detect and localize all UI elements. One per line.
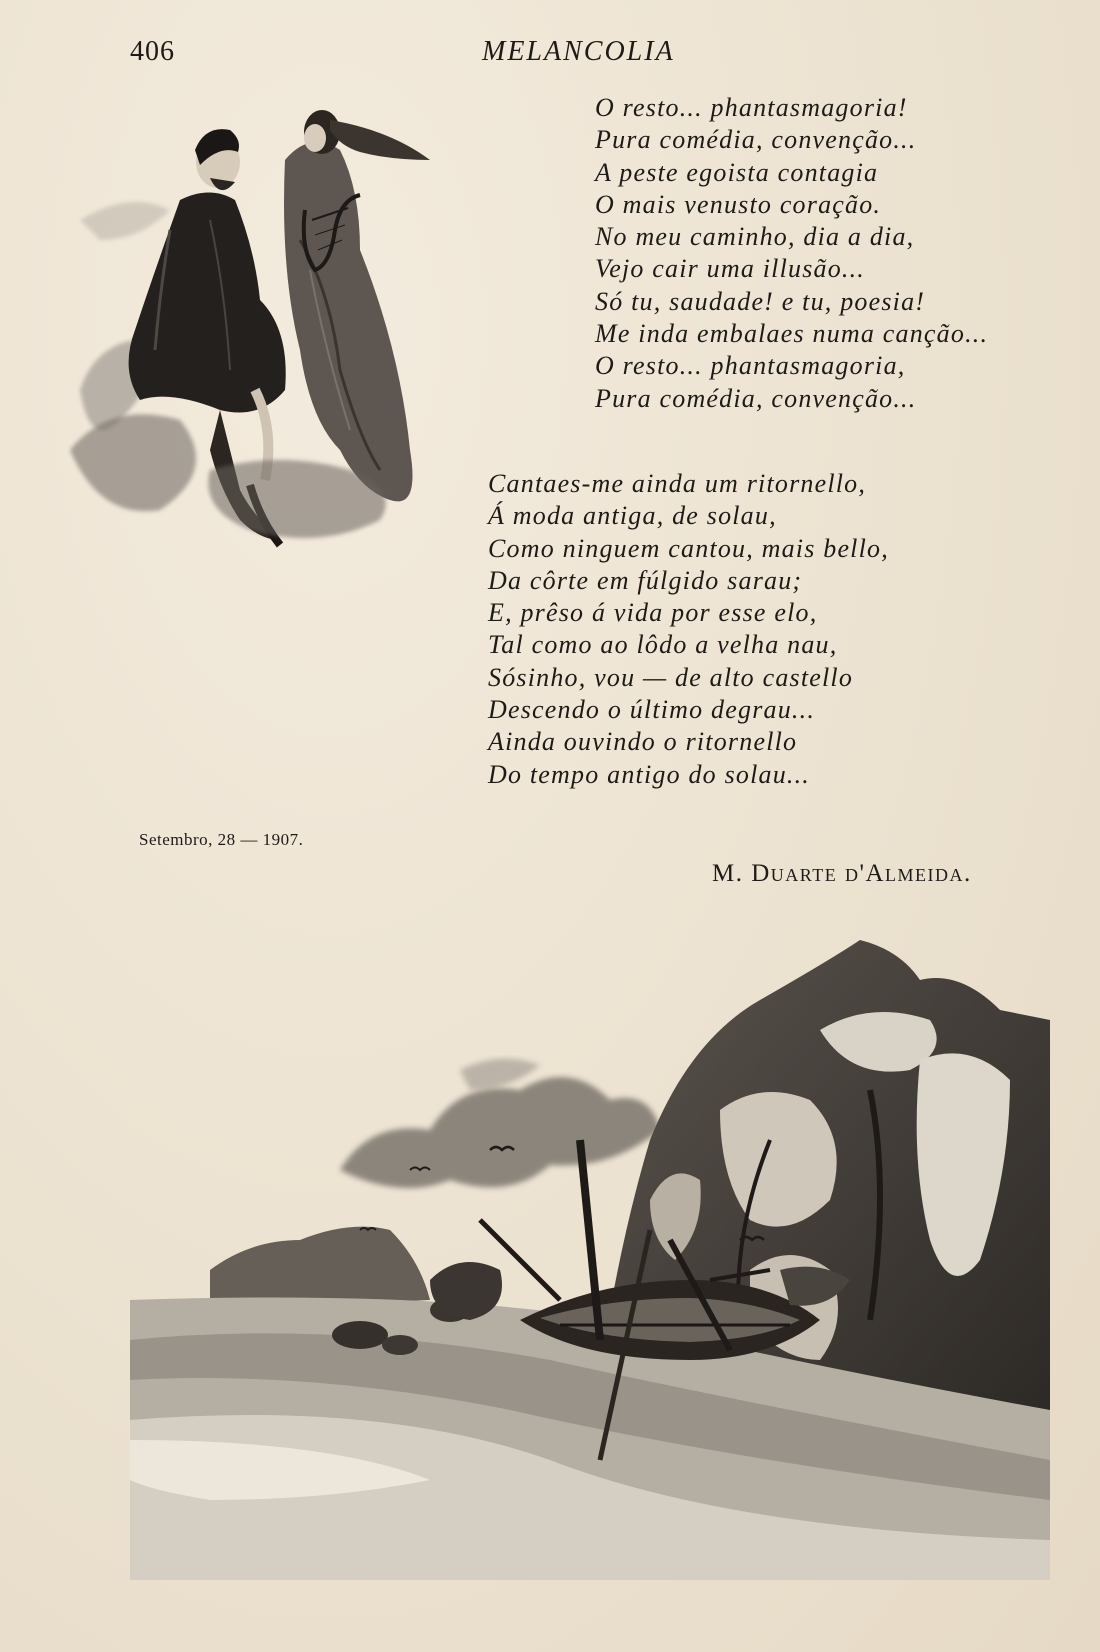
running-title: MELANCOLIA <box>482 36 675 67</box>
poem-stanza-1 <box>595 92 988 415</box>
shipwreck-illustration <box>130 940 1050 1580</box>
poem-date: Setembro, 28 — 1907. <box>139 830 304 849</box>
verse-line: E, prêso á vida por esse elo, <box>488 598 818 628</box>
poet-and-muse-illustration <box>60 90 460 580</box>
verse-line: Ainda ouvindo o ritornello <box>488 727 798 757</box>
verse-line: Pura comédia, convenção... <box>595 383 917 413</box>
verse-line: Como ninguem cantou, mais bello, <box>488 533 889 563</box>
verse-line: O resto... phantasmagoria! <box>595 93 908 122</box>
poem-stanza-2 <box>488 468 889 791</box>
page-number: 406 <box>130 36 175 67</box>
verse-line: Sósinho, vou — de alto castello <box>488 662 854 692</box>
verse-line: O resto... phantasmagoria, <box>595 351 906 381</box>
verse-line: Vejo cair uma illusão... <box>595 254 866 284</box>
verse-line: Descendo o último degrau... <box>488 695 816 725</box>
author-signature: M. Duarte d'Almeida. <box>712 860 972 887</box>
verse-line: No meu caminho, dia a dia, <box>595 222 915 252</box>
verse-line: A peste egoista contagia <box>595 157 879 187</box>
verse-line: Da côrte em fúlgido sarau; <box>488 565 803 595</box>
verse-line: Tal como ao lôdo a velha nau, <box>488 630 838 660</box>
verse-line: Me inda embalaes numa canção... <box>595 319 989 349</box>
verse-line: Á moda antiga, de solau, <box>488 501 777 531</box>
verse-line: Cantaes-me ainda um ritornello, <box>488 469 867 498</box>
verse-line: O mais venusto coração. <box>595 189 882 219</box>
verse-line: Pura comédia, convenção... <box>595 125 917 155</box>
verse-line: Só tu, saudade! e tu, poesia! <box>595 286 926 316</box>
verse-line: Do tempo antigo do solau... <box>488 759 811 789</box>
